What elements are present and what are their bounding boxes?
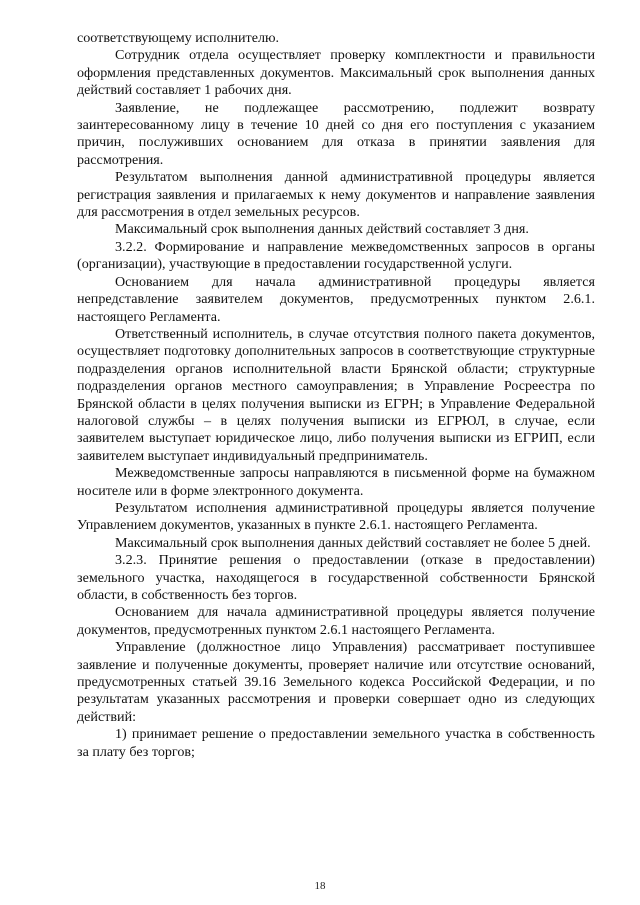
- list-item-1: 1) принимает решение о предоставлении земельного участка в собственность за плату без торгов;: [77, 726, 595, 760]
- paragraph-procedure-basis-2: Основанием для начала административной процедуры является получение документов, предусмотренных пунктом 2.6.1 настоящего Регламента.: [77, 604, 595, 638]
- paragraph-document-check: Сотрудник отдела осуществляет проверку комплектности и правильности оформления представленных документов. Максимальный срок выполнения данных действий составляет 1 рабочих дня.: [77, 47, 595, 99]
- section-heading-3-2-2: 3.2.2. Формирование и направление межведомственных запросов в органы (организации), участвующие в предоставлении государственной услуги.: [77, 238, 595, 273]
- paragraph-procedure-basis: Основанием для начала административной процедуры является непредставление заявителем документов, предусмотренных пунктом 2.6.1. настоящего Регламента.: [77, 273, 595, 325]
- paragraph-procedure-result: Результатом выполнения данной административной процедуры является регистрация заявления и прилагаемых к нему документов и направление заявления для рассмотрения в отдел земельных ресурсов.: [77, 169, 595, 221]
- paragraph-continuation: соответствующему исполнителю.: [77, 30, 280, 46]
- paragraph-max-term-5-days: Максимальный срок выполнения данных действий составляет не более 5 дней.: [115, 534, 591, 551]
- document-page: [77, 30, 595, 761]
- paragraph-max-term-3-days: Максимальный срок выполнения данных действий составляет 3 дня.: [115, 221, 529, 238]
- page-number: 18: [314, 880, 326, 892]
- paragraph-department-review: Управление (должностное лицо Управления) рассматривает поступившее заявление и полученные документы, проверяет наличие или отсутствие оснований, предусмотренных статьей 39.16 Земельного кодекса Российской Федерации, и по результатам указанных рассмотрения и проверки совершает одно из следующих действий:: [77, 639, 595, 725]
- paragraph-execution-result: Результатом исполнения административной процедуры является получение Управлением документов, указанных в пункте 2.6.1. настоящего Регламента.: [77, 499, 595, 534]
- paragraph-interagency-requests: Межведомственные запросы направляются в письменной форме на бумажном носителе или в форме электронного документа.: [77, 465, 595, 499]
- paragraph-responsible-executor: Ответственный исполнитель, в случае отсутствия полного пакета документов, осуществляет подготовку дополнительных запросов в соответствующие структурные подразделения органов исполнительной власти Брянской области; структурные подразделения органов местного самоуправления; в Управление Росреестра по Брянской области в целях получения выписки из ЕГРН; в Управление Федеральной налоговой службы – в целях получения выписки из ЕГРЮЛ, в случае, если заявителем выступает юридическое лицо, либо получения выписки из ЕГРИП, если заявителем выступает индивидуальный предприниматель.: [77, 325, 595, 464]
- paragraph-application-return: Заявление, не подлежащее рассмотрению, подлежит возврату заинтересованному лицу в течение 10 дней со дня его поступления с указанием причин, послуживших основанием для отказа в принятии заявления для рассмотрения.: [77, 99, 595, 168]
- section-heading-3-2-3: 3.2.3. Принятие решения о предоставлении (отказе в предоставлении) земельного участка, находящегося в государственной собственности Брянской области, в собственность без торгов.: [77, 552, 595, 603]
